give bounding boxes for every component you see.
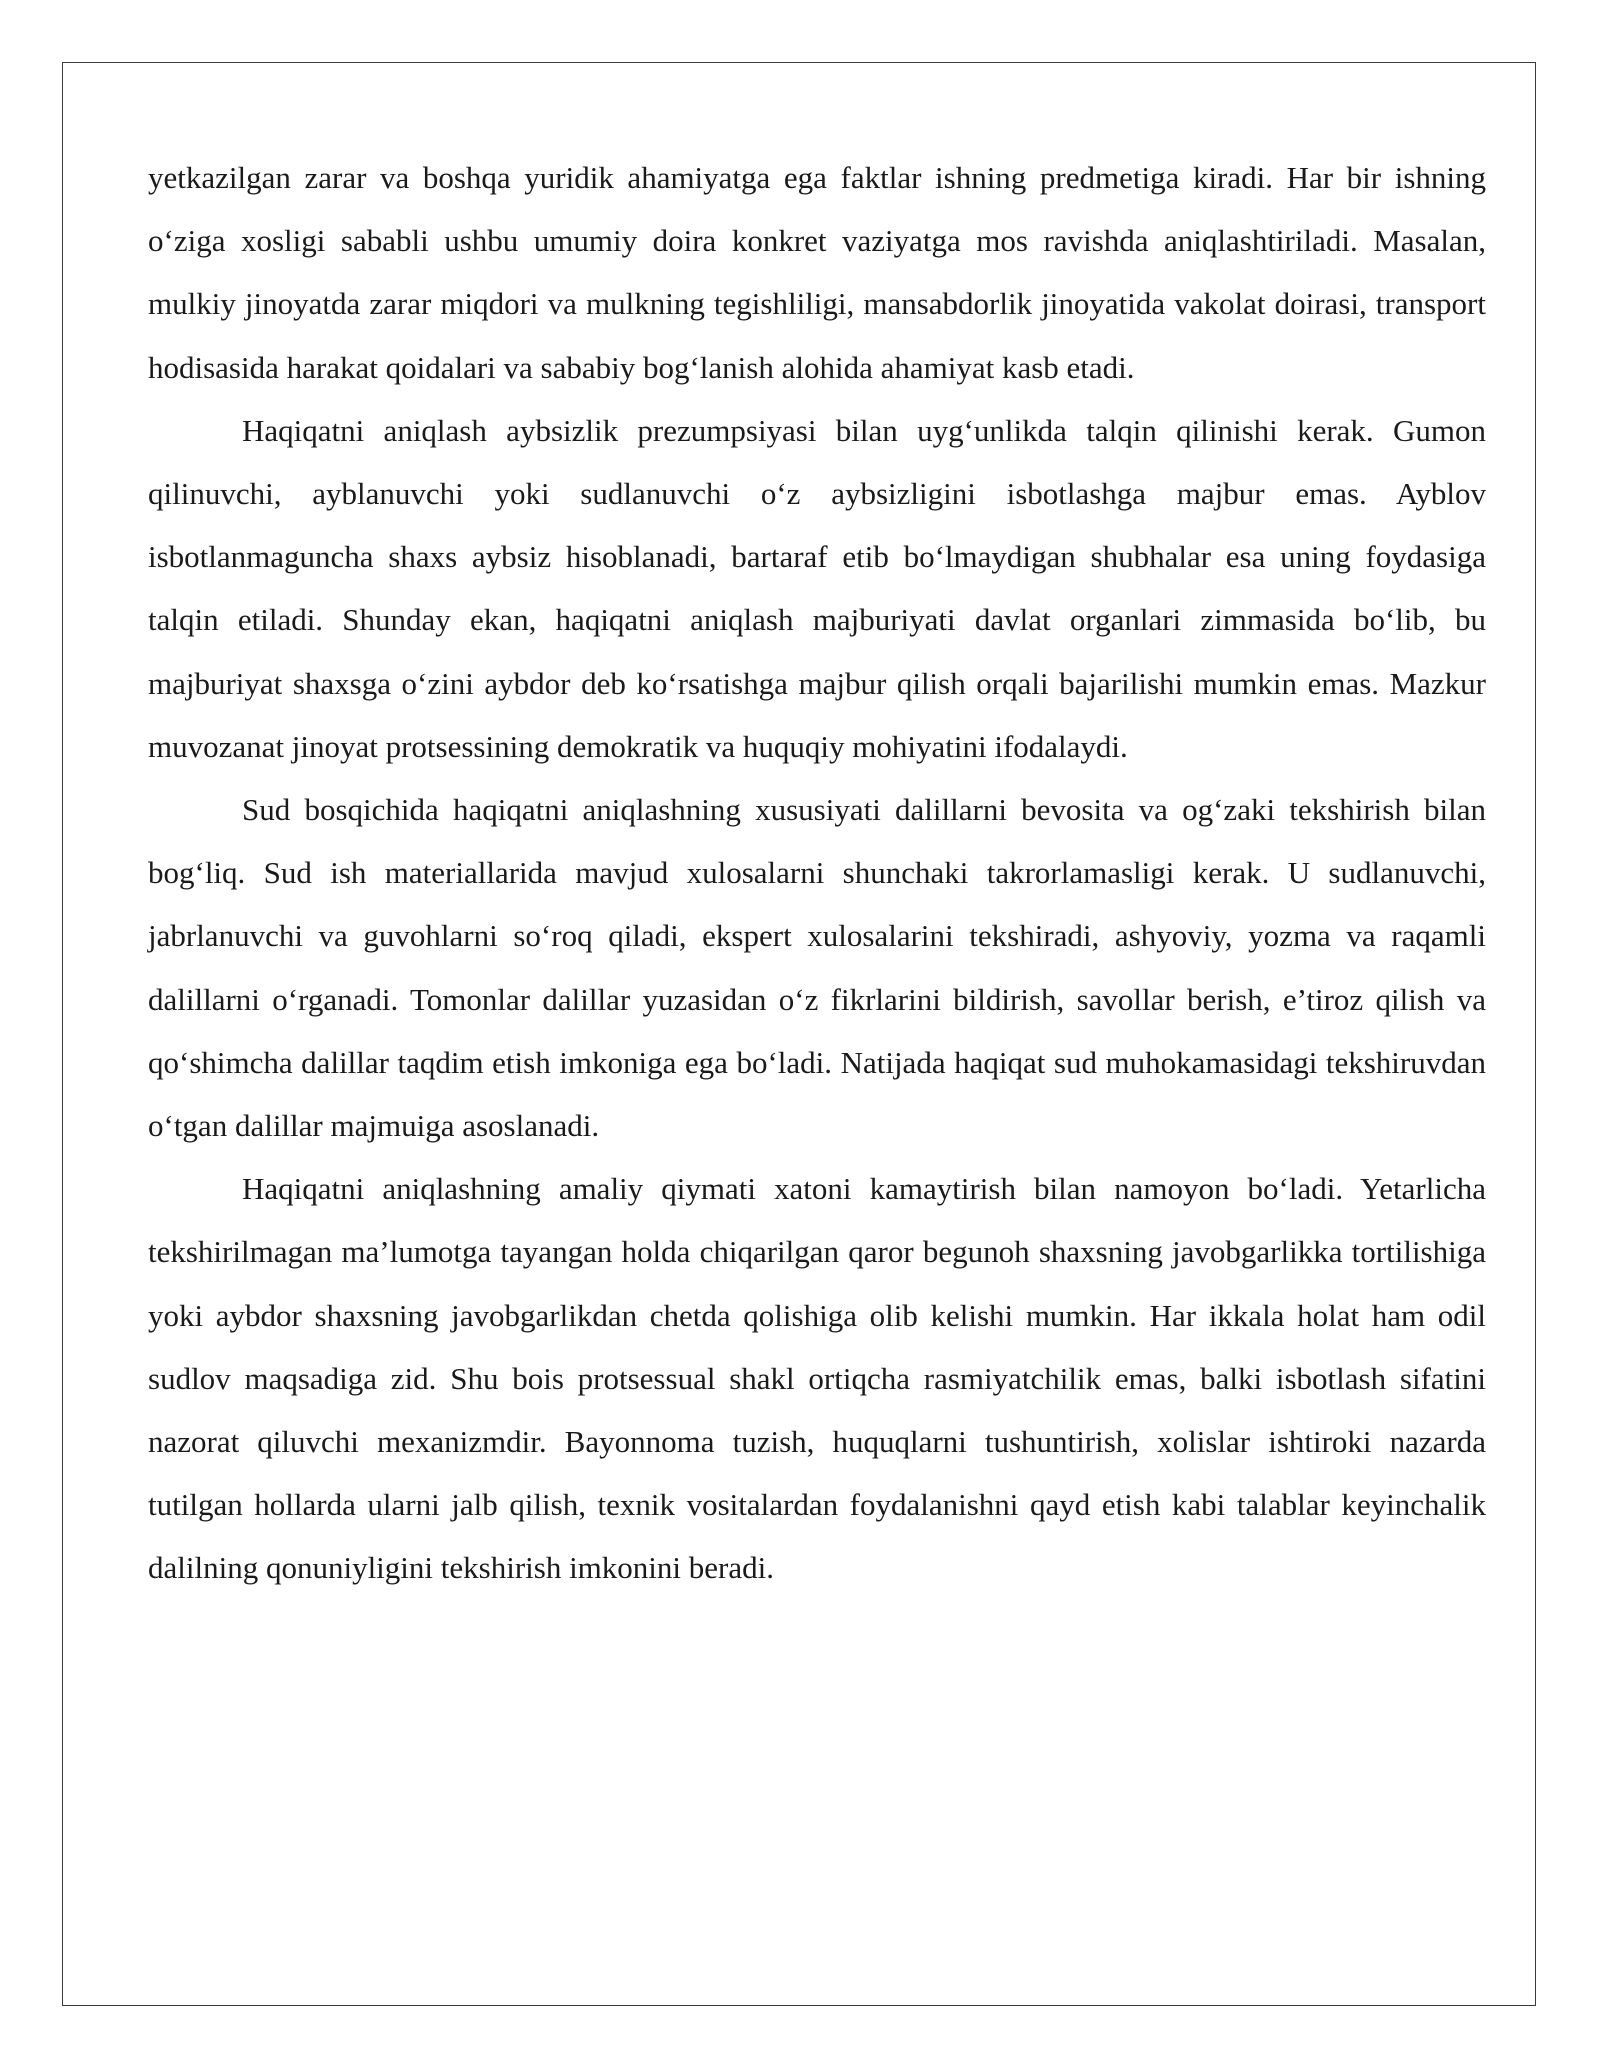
document-body	[148, 146, 1486, 1600]
paragraph-continuation: yetkazilgan zarar va boshqa yuridik ahamiyatga ega faktlar ishning predmetiga kiradi. Har bir ishning o‘ziga xosligi sababli ushbu umumiy doira konkret vaziyatga mos ravishda aniqlashtiriladi. Masalan, mulkiy jinoyatda zarar miqdori va mulkning tegishliligi, mansabdorlik jinoyatida vakolat doirasi, transport hodisasida harakat qoidalari va sababiy bog‘lanish alohida ahamiyat kasb etadi.	[148, 160, 1486, 385]
paragraph: Haqiqatni aniqlash aybsizlik prezumpsiyasi bilan uyg‘unlikda talqin qilinishi kerak. Gumon qilinuvchi, ayblanuvchi yoki sudlanuvchi o‘z aybsizligini isbotlashga majbur emas. Ayblov isbotlanmaguncha shaxs aybsiz hisoblanadi, bartaraf etib bo‘lmaydigan shubhalar esa uning foydasiga talqin etiladi. Shunday ekan, haqiqatni aniqlash majburiyati davlat organlari zimmasida bo‘lib, bu majburiyat shaxsga o‘zini aybdor deb ko‘rsatishga majbur qilish orqali bajarilishi mumkin emas. Mazkur muvozanat jinoyat protsessining demokratik va huquqiy mohiyatini ifodalaydi.	[148, 412, 1486, 764]
paragraph: Haqiqatni aniqlashning amaliy qiymati xatoni kamaytirish bilan namoyon bo‘ladi. Yetarlicha tekshirilmagan ma’lumotga tayangan holda chiqarilgan qaror begunoh shaxsning javobgarlikka tortilishiga yoki aybdor shaxsning javobgarlikdan chetda qolishiga olib kelishi mumkin. Har ikkala holat ham odil sudlov maqsadiga zid. Shu bois protsessual shakl ortiqcha rasmiyatchilik emas, balki isbotlash sifatini nazorat qiluvchi mexanizmdir. Bayonnoma tuzish, huquqlarni tushuntirish, xolislar ishtiroki nazarda tutilgan hollarda ularni jalb qilish, texnik vositalardan foydalanishni qayd etish kabi talablar keyinchalik dalilning qonuniyligini tekshirish imkonini beradi.	[148, 1171, 1486, 1586]
paragraph: Sud bosqichida haqiqatni aniqlashning xususiyati dalillarni bevosita va og‘zaki tekshirish bilan bog‘liq. Sud ish materiallarida mavjud xulosalarni shunchaki takrorlamasligi kerak. U sudlanuvchi, jabrlanuvchi va guvohlarni so‘roq qiladi, ekspert xulosalarini tekshiradi, ashyoviy, yozma va raqamli dalillarni o‘rganadi. Tomonlar dalillar yuzasidan o‘z fikrlarini bildirish, savollar berish, e’tiroz qilish va qo‘shimcha dalillar taqdim etish imkoniga ega bo‘ladi. Natijada haqiqat sud muhokamasidagi tekshiruvdan o‘tgan dalillar majmuiga asoslanadi.	[148, 792, 1486, 1144]
